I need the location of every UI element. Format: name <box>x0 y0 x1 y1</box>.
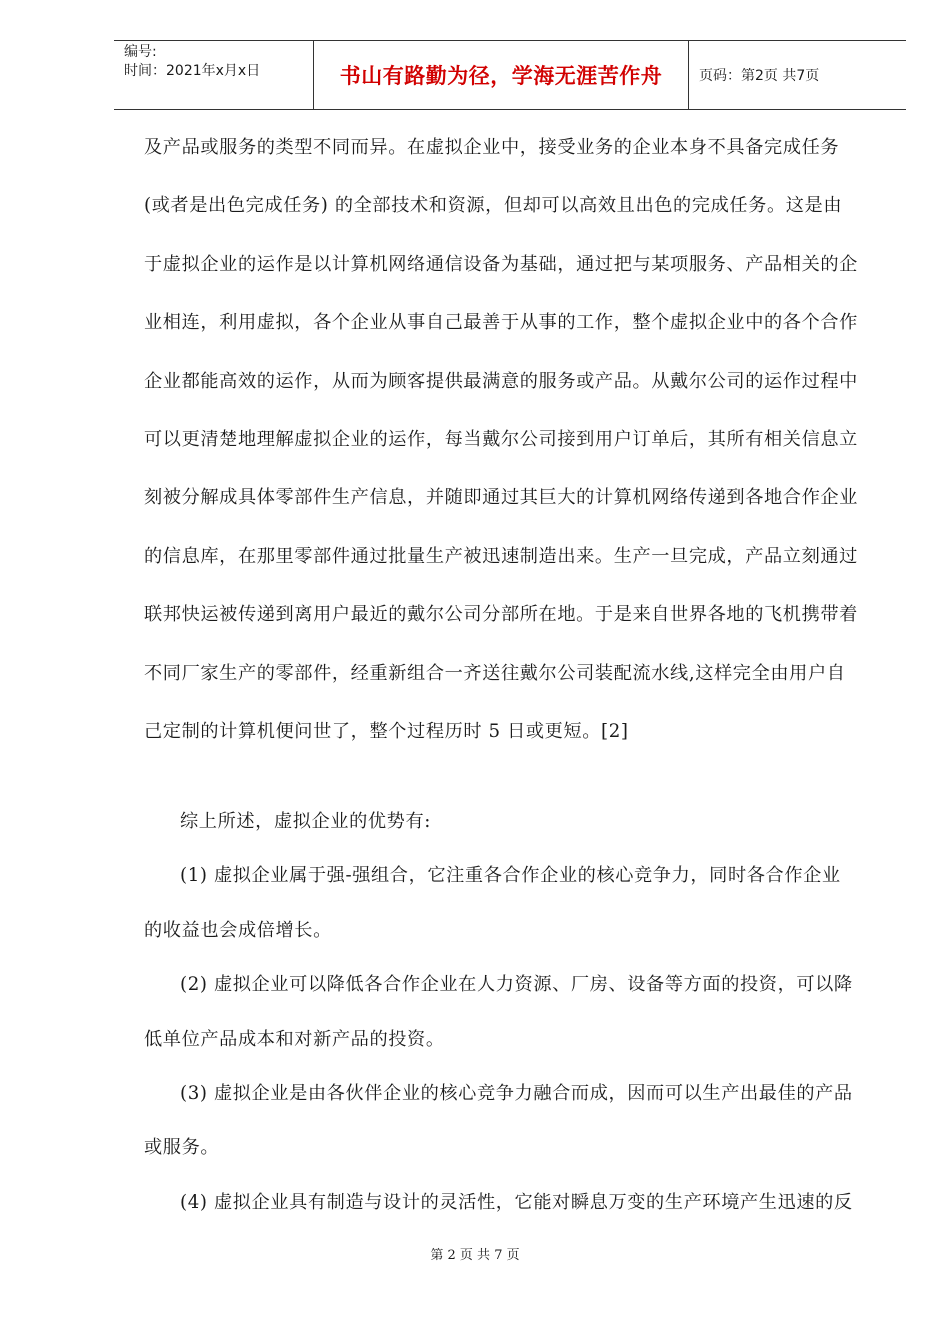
paragraph-line: (或者是出色完成任务) 的全部技术和资源，但却可以高效且出色的完成任务。这是由 <box>144 195 843 217</box>
paragraph-line: 己定制的计算机便问世了，整个过程历时 5 日或更短。[2] <box>144 720 629 742</box>
list-item-4: (4) 虚拟企业具有制造与设计的灵活性，它能对瞬息万变的生产环境产生迅速的反 <box>180 1191 853 1213</box>
list-item-3-continued: 或服务。 <box>144 1137 220 1159</box>
paragraph-line: 企业都能高效的运作，从而为顾客提供最满意的服务或产品。从戴尔公司的运作过程中 <box>144 370 858 392</box>
paragraph-line: 可以更清楚地理解虚拟企业的运作，每当戴尔公司接到用户订单后，其所有相关信息立 <box>144 428 858 450</box>
paragraph-line: 刻被分解成具体零部件生产信息，并随即通过其巨大的计算机网络传递到各地合作企业 <box>144 487 858 509</box>
list-item-1-continued: 的收益也会成倍增长。 <box>144 919 332 941</box>
summary-intro: 综上所述，虚拟企业的优势有: <box>180 811 431 832</box>
paragraph-line: 联邦快运被传递到离用户最近的戴尔公司分部所在地。于是来自世界各地的飞机携带着 <box>144 604 858 626</box>
list-item-2-continued: 低单位产品成本和对新产品的投资。 <box>144 1028 445 1050</box>
page-footer: 第 2 页 共 7 页 <box>430 1248 520 1263</box>
paragraph-line: 及产品或服务的类型不同而异。在虚拟企业中，接受业务的企业本身不具备完成任务 <box>144 137 840 158</box>
paragraph-line: 于虚拟企业的运作是以计算机网络通信设备为基础，通过把与某项服务、产品相关的企 <box>144 253 858 275</box>
list-item-3: (3) 虚拟企业是由各伙伴企业的核心竞争力融合而成，因而可以生产出最佳的产品 <box>180 1082 853 1104</box>
header-page-label: 页码：第2页 共7页 <box>699 68 820 84</box>
summary-section <box>144 802 874 1237</box>
paragraph-line: 的信息库，在那里零部件通过批量生产被迅速制造出来。生产一旦完成，产品立刻通过 <box>144 545 858 567</box>
paragraph-line: 不同厂家生产的零部件，经重新组合一齐送往戴尔公司装配流水线,这样完全由用户自 <box>144 662 846 684</box>
header-motto: 书山有路勤为径，学海无涯苦作舟 <box>314 41 689 109</box>
body-paragraph <box>144 128 874 770</box>
header-meta <box>114 41 314 109</box>
paragraph-line: 业相连，利用虚拟，各个企业从事自己最善于从事的工作，整个虚拟企业中的各个合作 <box>144 312 858 334</box>
page-header <box>114 40 906 110</box>
list-item-2: (2) 虚拟企业可以降低各合作企业在人力资源、厂房、设备等方面的投资，可以降 <box>180 974 853 996</box>
document-number-label: 编号: <box>124 44 157 60</box>
document-time-label: 时间：2021年x月x日 <box>124 63 261 79</box>
list-item-1: (1) 虚拟企业属于强-强组合，它注重各合作企业的核心竞争力，同时各合作企业 <box>180 865 841 887</box>
